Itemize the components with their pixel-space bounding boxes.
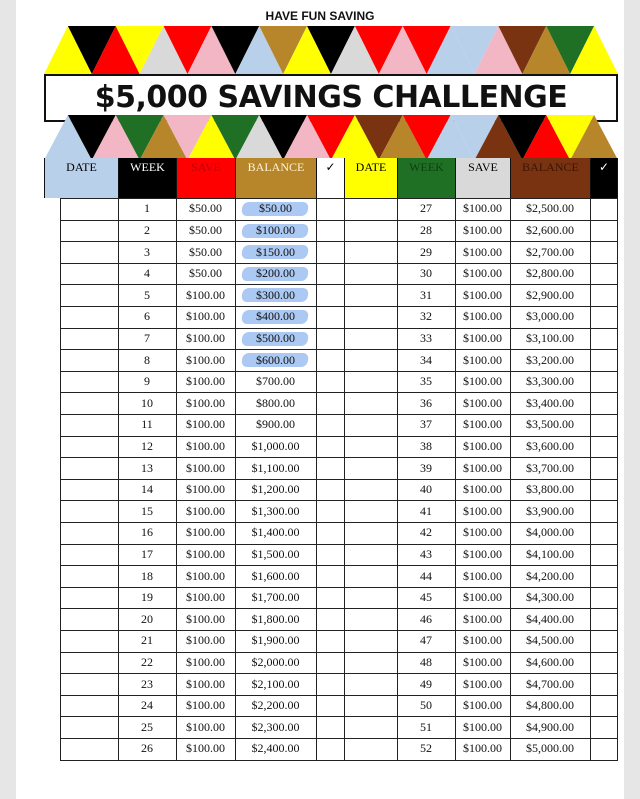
save-cell: $100.00 [463, 546, 502, 561]
save-cell: $100.00 [463, 244, 502, 259]
save-cell: $100.00 [186, 374, 225, 389]
balance-cell: $4,200.00 [526, 568, 574, 583]
week-cell: 24 [141, 698, 153, 713]
week-cell: 25 [141, 719, 153, 734]
week-cell: 11 [141, 417, 153, 432]
balance-cell: $3,200.00 [526, 352, 574, 367]
week-cell: 10 [141, 395, 153, 410]
balance-cell: $1,800.00 [251, 611, 300, 626]
balance-cell: $200.00 [256, 266, 295, 281]
save-cell: $100.00 [463, 330, 502, 345]
balance-cell: $4,700.00 [526, 676, 574, 691]
week-cell: 18 [141, 568, 153, 583]
balance-cell: $4,900.00 [526, 719, 574, 734]
week-cell: 29 [420, 244, 432, 259]
balance-cell: $600.00 [256, 352, 295, 367]
balance-cell: $3,900.00 [526, 503, 574, 518]
week-cell: 19 [141, 590, 153, 605]
week-cell: 13 [141, 460, 153, 475]
balance-cell: $2,300.00 [251, 719, 300, 734]
save-cell: $100.00 [463, 417, 502, 432]
save-cell: $100.00 [186, 352, 225, 367]
save-cell: $100.00 [463, 309, 502, 324]
balance-cell: $4,400.00 [526, 611, 574, 626]
save-cell: $100.00 [186, 309, 225, 324]
week-cell: 2 [144, 222, 150, 237]
balance-cell: $1,400.00 [251, 525, 300, 540]
week-cell: 36 [420, 395, 432, 410]
save-cell: $100.00 [186, 287, 225, 302]
week-cell: 7 [144, 330, 150, 345]
week-cell: 52 [420, 741, 432, 756]
week-cell: 33 [420, 330, 432, 345]
balance-cell: $2,600.00 [526, 222, 574, 237]
save-cell: $100.00 [463, 222, 502, 237]
balance-cell: $3,600.00 [526, 438, 574, 453]
balance-cell: $1,600.00 [251, 568, 300, 583]
save-cell: $100.00 [186, 741, 225, 756]
balance-cell: $4,000.00 [526, 525, 574, 540]
save-cell: $100.00 [186, 698, 225, 713]
balance-cell: $5,000.00 [526, 741, 574, 756]
balance-cell: $4,600.00 [526, 654, 574, 669]
week-cell: 32 [420, 309, 432, 324]
header-check-left: ✓ [316, 158, 344, 198]
save-cell: $50.00 [189, 222, 222, 237]
save-cell: $50.00 [189, 266, 222, 281]
balance-cell: $3,400.00 [526, 395, 574, 410]
week-cell: 5 [144, 287, 150, 302]
balance-cell: $1,700.00 [251, 590, 300, 605]
balance-cell: $2,900.00 [526, 287, 574, 302]
balance-cell: $2,700.00 [526, 244, 574, 259]
save-cell: $100.00 [463, 654, 502, 669]
save-cell: $100.00 [463, 633, 502, 648]
week-cell: 45 [420, 590, 432, 605]
save-cell: $100.00 [463, 438, 502, 453]
challenge-sheet [16, 0, 624, 799]
week-cell: 28 [420, 222, 432, 237]
save-cell: $100.00 [186, 633, 225, 648]
week-cell: 44 [420, 568, 432, 583]
balance-cell: $2,000.00 [251, 654, 300, 669]
save-cell: $100.00 [186, 546, 225, 561]
week-cell: 37 [420, 417, 432, 432]
balance-cell: $3,000.00 [526, 309, 574, 324]
balance-cell: $400.00 [256, 309, 295, 324]
balance-cell: $3,300.00 [526, 374, 574, 389]
balance-cell: $1,900.00 [251, 633, 300, 648]
week-cell: 20 [141, 611, 153, 626]
balance-cell: $4,800.00 [526, 698, 574, 713]
save-cell: $100.00 [186, 719, 225, 734]
save-cell: $100.00 [186, 460, 225, 475]
week-cell: 6 [144, 309, 150, 324]
balance-cell: $1,500.00 [251, 546, 300, 561]
page-heading: HAVE FUN SAVING [265, 9, 375, 23]
header-week-right: WEEK [397, 158, 455, 198]
balance-cell: $800.00 [256, 395, 295, 410]
save-cell: $100.00 [186, 417, 225, 432]
balance-cell: $4,500.00 [526, 633, 574, 648]
save-cell: $100.00 [463, 719, 502, 734]
save-cell: $100.00 [463, 590, 502, 605]
balance-cell: $50.00 [259, 201, 292, 216]
bunting-top-graphic [44, 26, 618, 74]
save-cell: $100.00 [463, 287, 502, 302]
save-cell: $100.00 [186, 568, 225, 583]
save-cell: $100.00 [186, 395, 225, 410]
balance-cell: $2,500.00 [526, 201, 574, 216]
header-date-right: DATE [344, 158, 397, 198]
balance-cell: $1,000.00 [251, 438, 300, 453]
save-cell: $100.00 [186, 654, 225, 669]
bunting-top [44, 26, 618, 74]
week-cell: 14 [141, 482, 153, 497]
balance-cell: $1,100.00 [251, 460, 300, 475]
week-cell: 21 [141, 633, 153, 648]
save-cell: $100.00 [186, 676, 225, 691]
save-cell: $100.00 [463, 201, 502, 216]
save-cell: $100.00 [463, 676, 502, 691]
balance-cell: $4,100.00 [526, 546, 574, 561]
save-cell: $100.00 [186, 590, 225, 605]
balance-cell: $1,300.00 [251, 503, 300, 518]
balance-cell: $3,500.00 [526, 417, 574, 432]
week-cell: 41 [420, 503, 432, 518]
save-cell: $100.00 [186, 482, 225, 497]
save-cell: $100.00 [186, 611, 225, 626]
save-cell: $100.00 [463, 568, 502, 583]
week-cell: 50 [420, 698, 432, 713]
balance-cell: $300.00 [256, 287, 295, 302]
week-cell: 27 [420, 201, 432, 216]
week-cell: 30 [420, 266, 432, 281]
week-cell: 34 [420, 352, 432, 367]
week-cell: 3 [144, 244, 150, 259]
week-cell: 49 [420, 676, 432, 691]
save-cell: $50.00 [189, 244, 222, 259]
save-cell: $100.00 [186, 438, 225, 453]
bunting-bottom [44, 115, 618, 160]
save-cell: $100.00 [463, 395, 502, 410]
save-cell: $100.00 [463, 266, 502, 281]
save-cell: $100.00 [186, 525, 225, 540]
balance-cell: $2,200.00 [251, 698, 300, 713]
week-cell: 12 [141, 438, 153, 453]
balance-cell: $900.00 [256, 417, 295, 432]
week-cell: 4 [144, 266, 150, 281]
week-cell: 26 [141, 741, 153, 756]
week-cell: 9 [144, 374, 150, 389]
balance-cell: $3,700.00 [526, 460, 574, 475]
week-cell: 38 [420, 438, 432, 453]
save-cell: $100.00 [463, 698, 502, 713]
balance-cell: $4,300.00 [526, 590, 574, 605]
week-cell: 16 [141, 525, 153, 540]
week-cell: 35 [420, 374, 432, 389]
balance-cell: $100.00 [256, 222, 295, 237]
header-save-left: SAVE [176, 158, 235, 198]
balance-cell: $500.00 [256, 330, 295, 345]
balance-cell: $2,400.00 [251, 741, 300, 756]
week-cell: 15 [141, 503, 153, 518]
save-cell: $100.00 [463, 374, 502, 389]
bunting-bottom-graphic [44, 115, 618, 160]
balance-cell: $150.00 [256, 244, 295, 259]
save-cell: $50.00 [189, 201, 222, 216]
week-cell: 31 [420, 287, 432, 302]
save-cell: $100.00 [463, 741, 502, 756]
save-cell: $100.00 [463, 503, 502, 518]
week-cell: 1 [144, 201, 150, 216]
save-cell: $100.00 [186, 330, 225, 345]
header-balance-left: BALANCE [235, 158, 316, 198]
week-cell: 48 [420, 654, 432, 669]
save-cell: $100.00 [463, 352, 502, 367]
header-balance-right: BALANCE [510, 158, 590, 198]
page-title: $5,000 SAVINGS CHALLENGE [94, 80, 568, 115]
week-cell: 8 [144, 352, 150, 367]
header-save-right: SAVE [455, 158, 510, 198]
save-cell: $100.00 [463, 611, 502, 626]
week-cell: 42 [420, 525, 432, 540]
header-week-left: WEEK [118, 158, 176, 198]
balance-cell: $2,100.00 [251, 676, 300, 691]
week-cell: 39 [420, 460, 432, 475]
header-date-left: DATE [44, 158, 118, 198]
balance-cell: $3,100.00 [526, 330, 574, 345]
balance-cell: $1,200.00 [251, 482, 300, 497]
save-cell: $100.00 [463, 482, 502, 497]
week-cell: 17 [141, 546, 153, 561]
week-cell: 40 [420, 482, 432, 497]
week-cell: 22 [141, 654, 153, 669]
balance-cell: $700.00 [256, 374, 295, 389]
week-cell: 51 [420, 719, 432, 734]
week-cell: 23 [141, 676, 153, 691]
row-divider [60, 760, 618, 761]
week-cell: 43 [420, 546, 432, 561]
save-cell: $100.00 [463, 460, 502, 475]
week-cell: 47 [420, 633, 432, 648]
save-cell: $100.00 [463, 525, 502, 540]
save-cell: $100.00 [186, 503, 225, 518]
header-check-right: ✓ [590, 158, 618, 198]
balance-cell: $2,800.00 [526, 266, 574, 281]
balance-cell: $3,800.00 [526, 482, 574, 497]
week-cell: 46 [420, 611, 432, 626]
